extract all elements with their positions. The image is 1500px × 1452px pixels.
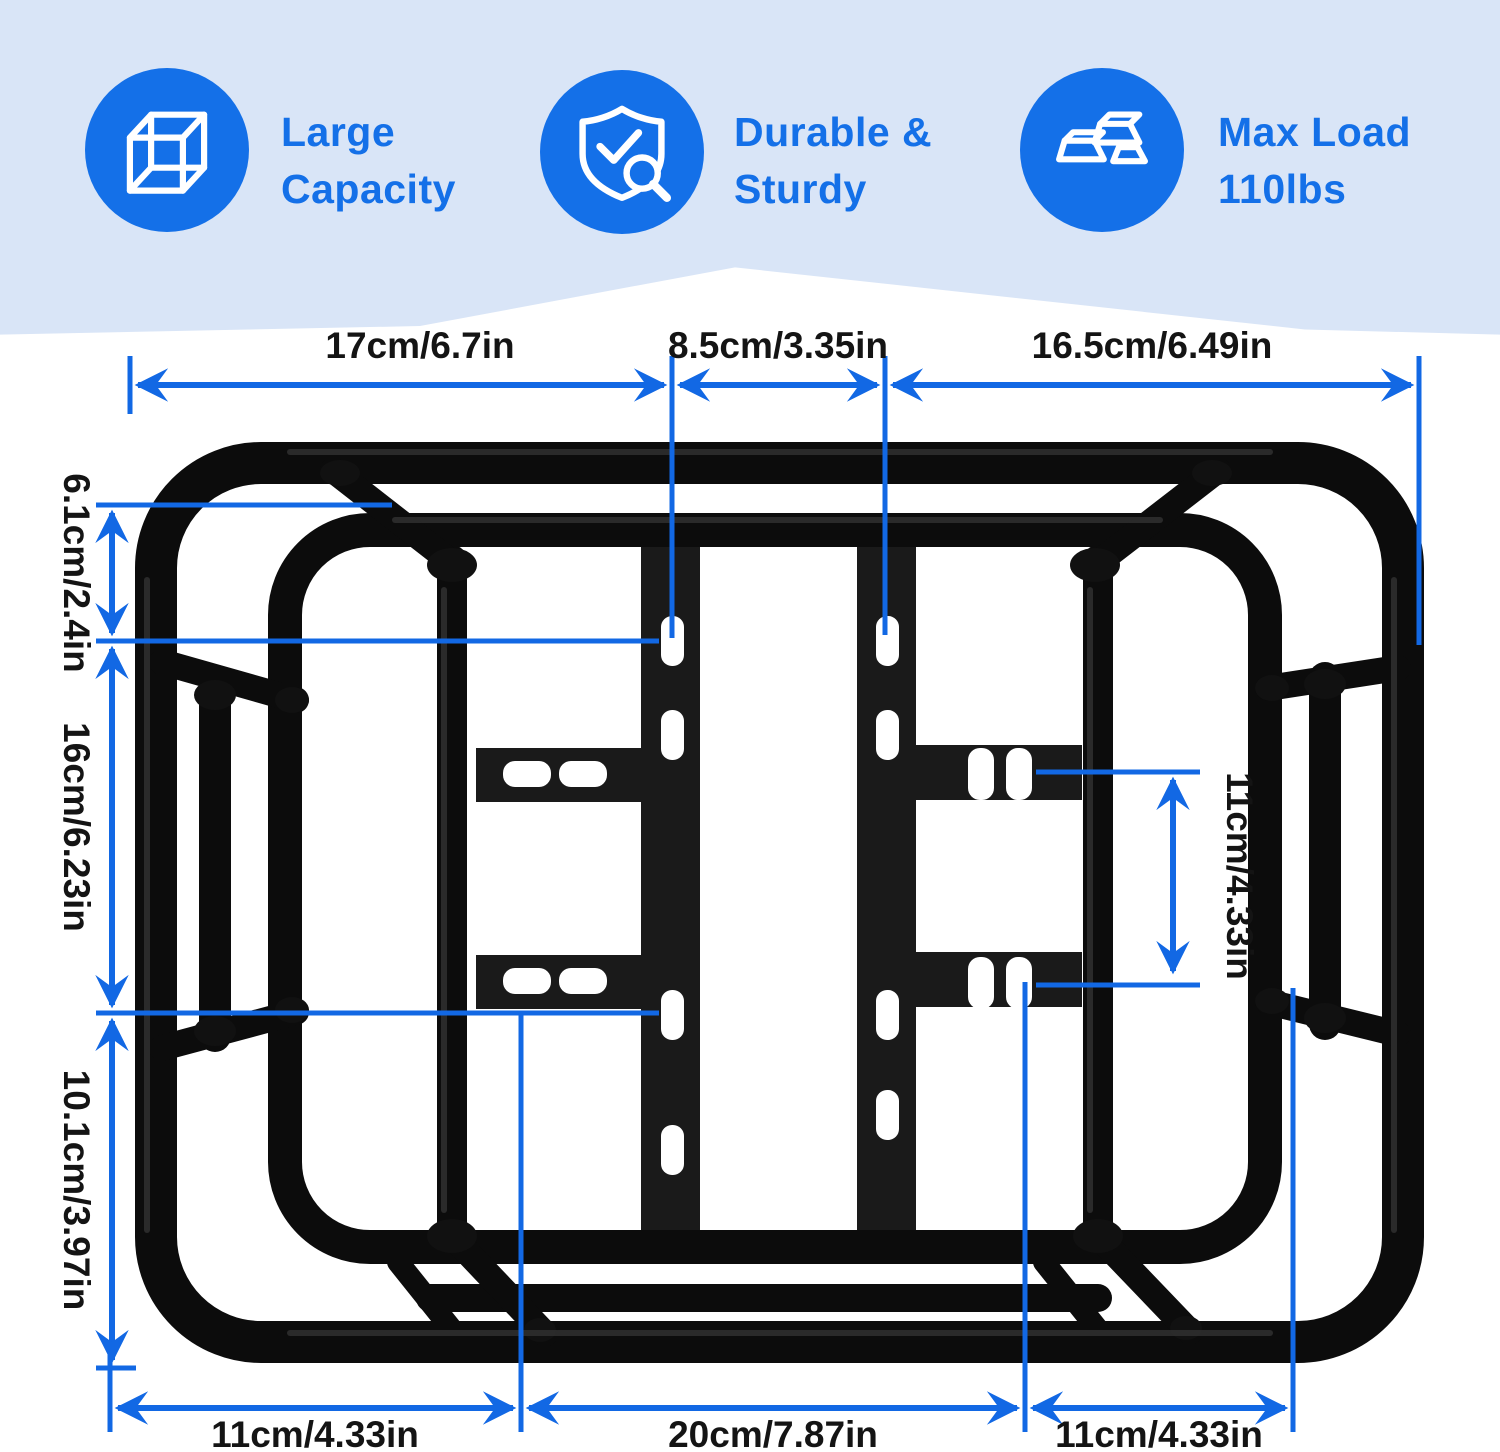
left-mounting-plate [476, 543, 700, 1237]
dimension-label-left-1: 6.1cm/2.4in [56, 473, 97, 673]
dimension-label-bottom-3: 11cm/4.33in [1055, 1414, 1263, 1452]
badge-label-line: Max Load [1218, 109, 1412, 155]
dimension-label-left-3: 10.1cm/3.97in [56, 1069, 97, 1311]
dimension-label-inner-right: 11cm/4.33in [1219, 772, 1260, 980]
dimension-label-top-1: 17cm/6.7in [325, 325, 515, 366]
dimension-label-bottom-2: 20cm/7.87in [668, 1414, 878, 1452]
tube-sheen [147, 452, 1394, 1333]
floor-cross-tubes [430, 560, 1098, 1298]
badge-label-line: Capacity [281, 166, 456, 212]
dimension-label-top-2: 8.5cm/3.35in [667, 325, 889, 366]
badge-label-line: Durable & [734, 109, 933, 155]
badge-label-line: 110lbs [1218, 166, 1347, 212]
inner-frame-tube [285, 530, 1265, 1247]
badge-label-line: Sturdy [734, 166, 867, 212]
dimension-top-chain [130, 356, 1419, 645]
dimension-label-left-2: 16cm/6.23in [56, 722, 97, 932]
right-side-handle [1268, 668, 1398, 1034]
badge-label-line: Large [281, 109, 396, 155]
outer-frame-tube [156, 463, 1403, 1342]
dimension-label-top-3: 16.5cm/6.49in [1031, 325, 1273, 366]
dimension-label-bottom-1: 11cm/4.33in [211, 1414, 419, 1452]
right-mounting-plate [857, 543, 1082, 1237]
